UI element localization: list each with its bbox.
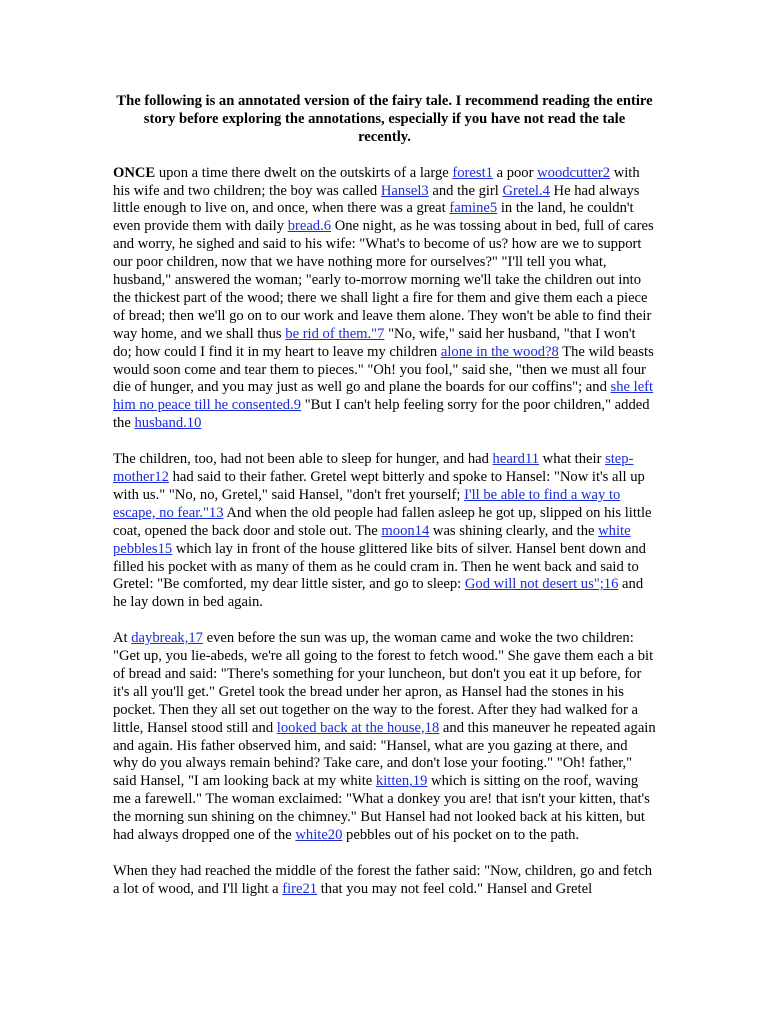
annotation-link[interactable]: step-mother12 [113,451,634,485]
intro-note: The following is an annotated version of the fairy tale. I recommend reading the entire story before exploring the annotations, especially if you have not read the tale recently. [116,93,653,145]
annotation-link[interactable]: white pebbles15 [113,522,631,557]
annotation-link[interactable]: I'll be able to find a way to escape, no fear."13 [113,486,621,521]
annotation-link[interactable]: looked back at the house,18 [276,719,440,736]
annotation-link[interactable]: Hansel3 [380,182,429,199]
story-text-run: upon a time there dwelt on the outskirts of a large [155,164,453,181]
annotation-link[interactable]: Gretel.4 [502,182,550,199]
annotation-link[interactable]: woodcutter2 [537,164,611,181]
annotation-link[interactable]: forest1 [452,164,493,181]
annotation-link[interactable]: daybreak,17 [131,630,203,647]
story-text-run: in the land, he couldn't even provide them with daily [113,200,634,235]
story-text-run: and the girl [428,182,503,199]
story-text-run: had said to their father. Gretel wept bitterly and spoke to Hansel: "Now it's all up with us." "No, no, Gretel," said Hansel, "don't fret yourself; [113,469,645,503]
story-paragraph [113,165,656,434]
annotation-link[interactable]: kitten,19 [375,773,428,790]
story-text-run: and this maneuver he repeated again and again. His father observed him, and said: "Hansel, what are you gazing at there, and why do you always remain behind? Take care, and don't lose your footing." "Oh! father," said Hansel, "I am looking back at my white [113,719,656,790]
annotation-link[interactable]: she left him no peace till he consented.9 [113,379,654,414]
story-text-run: "No, wife," said her husband, "that I won't do; how could I find it in my heart to leave my children [113,325,636,360]
annotation-link[interactable]: moon14 [381,522,430,539]
story-text-run: what their [539,451,606,468]
story-text-run: which lay in front of the house glittered like bits of silver. Hansel bent down and filled his pocket with as many of them as he could cram in. Then he went back and said to Gretel: "Be comforted, my dear little sister, and go to sleep: [113,540,646,593]
annotation-link[interactable]: white20 [295,827,343,844]
story-text-run: that you may not feel cold." Hansel and Gretel [317,880,593,897]
annotation-link[interactable]: God will not desert us";16 [464,576,619,593]
story-text-run: "But I can't help feeling sorry for the poor children," added the [113,397,650,432]
story-text-run: was shining clearly, and the [429,522,599,539]
story-paragraph [113,863,656,899]
story-text-run: One night, as he was tossing about in bed, full of cares and worry, he sighed and said to his wife: "What's to become of us? how are we to support our poor children, now that we have nothing more for ourselves?" "I'll tell you what, husband," answered the woman; "early to-morrow morning we'll take the children out into the thickest part of the wood; there we shall light a fire for them and give them each a piece of bread; then we'll go on to our work and leave them alone. They won't be able to find their way home, and we shall thus [113,218,654,342]
story-text-run: The children, too, had not been able to sleep for hunger, and had [113,451,493,468]
annotation-link[interactable]: be rid of them."7 [285,325,385,342]
story-text-run: The wild beasts would soon come and tear them to pieces." "Oh! you fool," said she, "then we must all four die of hunger, and you may just as well go and plane the boards for our coffins"; and [113,343,654,396]
story-text-run: At [113,630,132,647]
story-text-run: and he lay down in bed again. [113,576,644,611]
annotation-link[interactable]: heard11 [492,451,540,468]
story-text-run: which is sitting on the roof, waving me a farewell." The woman exclaimed: "What a donkey you are! that isn't your kitten, that's the morning sun shining on the chimney." But Hansel had not looked back at his kitten, but had always dropped one of the [113,773,650,844]
story-paragraph [113,451,656,612]
story-text [113,165,656,899]
drop-lead-word: ONCE [113,164,156,181]
story-paragraph [113,630,656,845]
story-text-run: He had always little enough to live on, and once, when there was a great [113,182,640,217]
annotation-link[interactable]: bread.6 [287,218,332,235]
document-page [113,93,656,917]
story-text-run: And when the old people had fallen asleep he got up, slipped on his little coat, opened the back door and stole out. The [113,504,652,539]
story-text-run: a poor [492,164,538,181]
annotation-link[interactable]: fire21 [282,880,318,897]
story-text-run: even before the sun was up, the woman came and woke the two children: "Get up, you lie-abeds, we're all going to the forest to fetch wood." She gave them each a bit of bread and said: "There's something for your luncheon, but don't you eat it up before, for it's all you'll get." Gretel took the bread under her apron, as Hansel had the stones in his pocket. Then they all set out together on the way to the forest. After they had walked for a little, Hansel stood still and [113,630,654,736]
annotation-link[interactable]: alone in the wood?8 [440,343,559,360]
story-text-run: pebbles out of his pocket on to the path. [342,827,580,844]
story-text-run: When they had reached the middle of the forest the father said: "Now, children, go and fetch a lot of wood, and I'll light a [113,862,653,897]
annotation-link[interactable]: famine5 [449,200,498,217]
annotation-link[interactable]: husband.10 [134,415,202,432]
story-text-run: with his wife and two children; the boy was called [113,164,640,199]
